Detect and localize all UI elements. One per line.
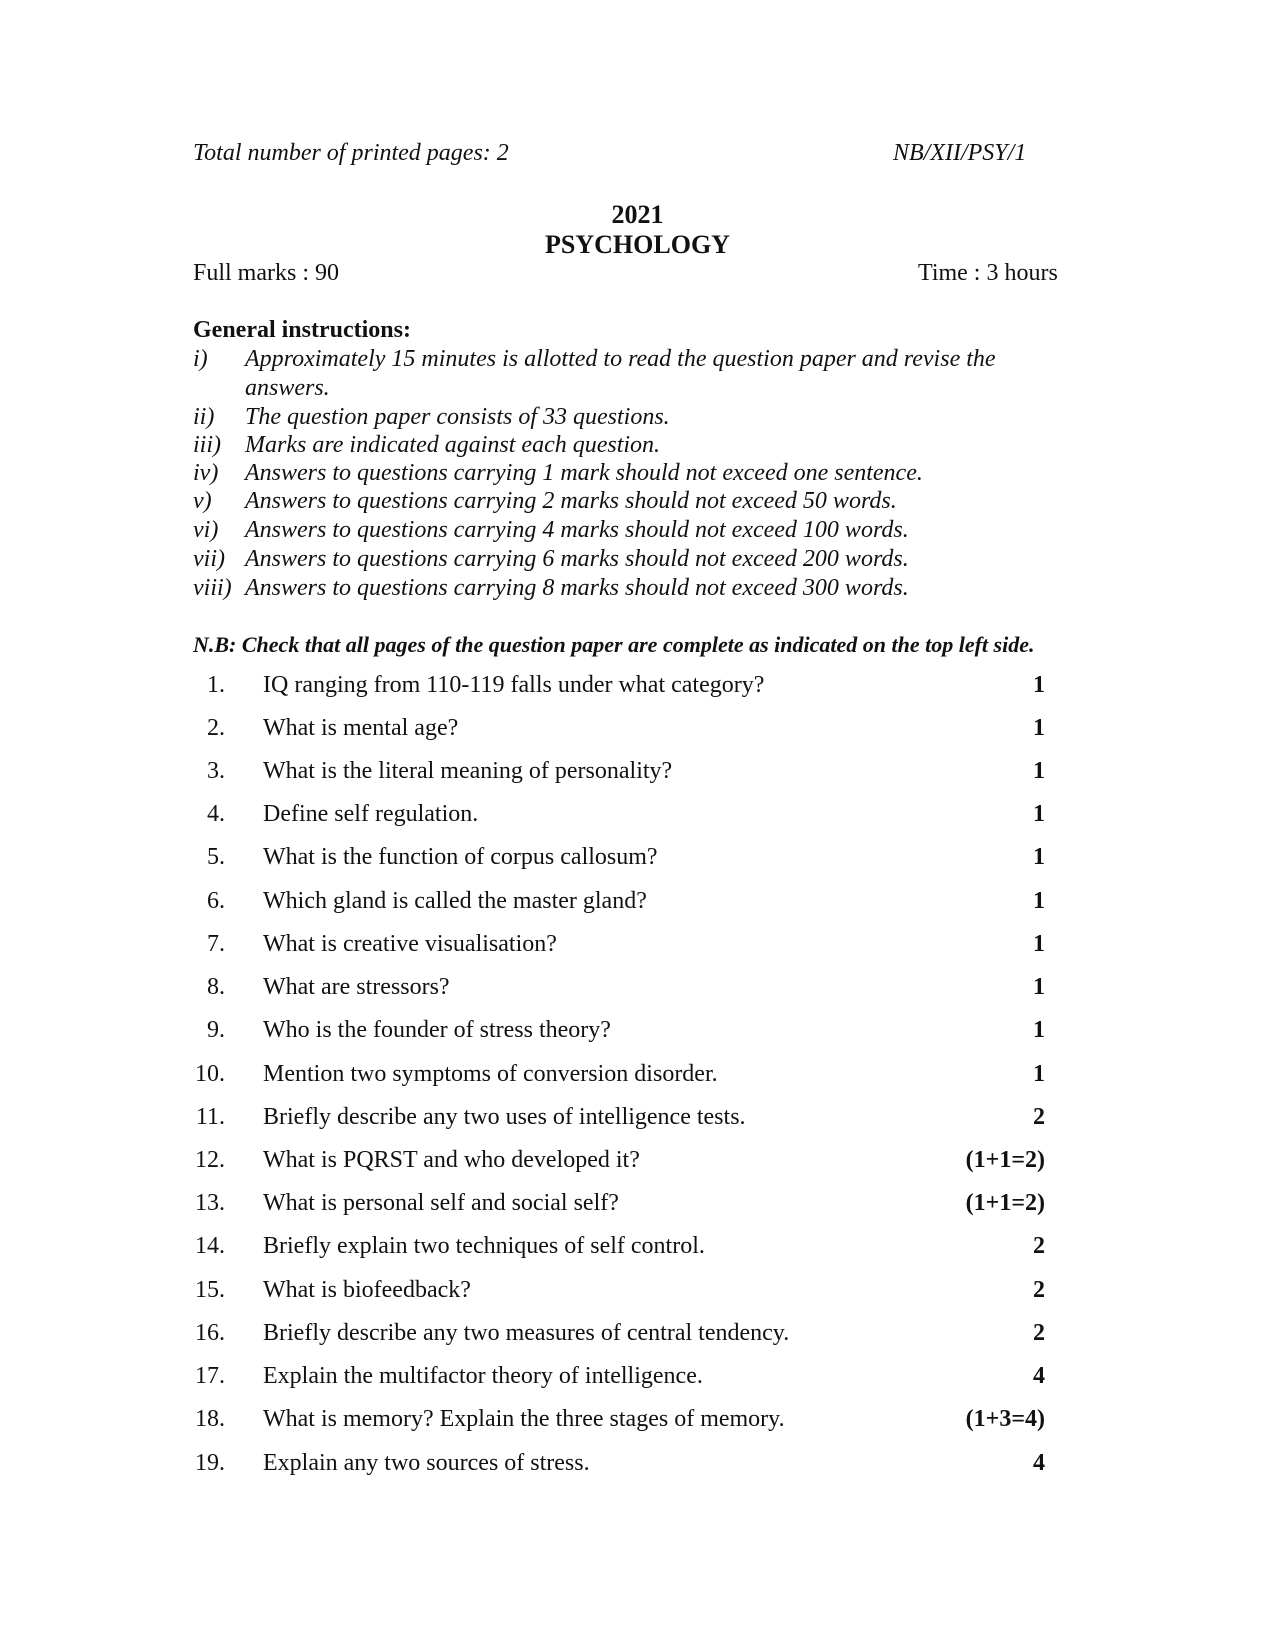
question-text: What are stressors?: [263, 974, 450, 1000]
question-row: [0, 1104, 1275, 1140]
question-text: Briefly describe any two uses of intelligence tests.: [263, 1104, 746, 1130]
question-marks: 1: [1033, 1017, 1045, 1043]
subject-title: PSYCHOLOGY: [545, 230, 730, 259]
question-text: What is biofeedback?: [263, 1277, 471, 1303]
question-row: [0, 1190, 1275, 1226]
question-row: [0, 974, 1275, 1010]
question-text: Briefly explain two techniques of self control.: [263, 1233, 705, 1259]
question-text: Define self regulation.: [263, 801, 479, 827]
instruction-number: vi): [193, 517, 219, 543]
question-number: 10.: [195, 1061, 225, 1087]
question-text: Explain any two sources of stress.: [263, 1450, 590, 1476]
exam-year: 2021: [611, 200, 664, 229]
question-row: [0, 1233, 1275, 1269]
question-number: 9.: [207, 1017, 225, 1043]
question-number: 4.: [207, 801, 225, 827]
question-marks: (1+1=2): [965, 1190, 1045, 1216]
nb-note: N.B: Check that all pages of the question paper are complete as indicated on the top left side.: [193, 632, 1035, 657]
question-marks: 2: [1033, 1277, 1045, 1303]
time-allowed: Time : 3 hours: [918, 260, 1058, 286]
question-number: 2.: [207, 715, 225, 741]
question-marks: 1: [1033, 758, 1045, 784]
question-marks: 2: [1033, 1233, 1045, 1259]
question-text: Explain the multifactor theory of intelligence.: [263, 1363, 703, 1389]
instruction-number: v): [193, 488, 212, 514]
question-number: 3.: [207, 758, 225, 784]
question-number: 7.: [207, 931, 225, 957]
question-number: 15.: [195, 1277, 225, 1303]
question-text: What is PQRST and who developed it?: [263, 1147, 640, 1173]
question-marks: 1: [1033, 801, 1045, 827]
instruction-number: vii): [193, 546, 225, 572]
question-text: What is personal self and social self?: [263, 1190, 619, 1216]
instruction-text: Answers to questions carrying 4 marks should not exceed 100 words.: [245, 517, 909, 543]
question-row: [0, 801, 1275, 837]
question-number: 13.: [195, 1190, 225, 1216]
question-text: What is the function of corpus callosum?: [263, 844, 658, 870]
question-row: [0, 1363, 1275, 1399]
question-number: 12.: [195, 1147, 225, 1173]
instruction-text: Answers to questions carrying 8 marks should not exceed 300 words.: [245, 575, 909, 601]
question-marks: 4: [1033, 1363, 1045, 1389]
question-row: [0, 1061, 1275, 1097]
question-marks: 1: [1033, 672, 1045, 698]
instruction-text: Answers to questions carrying 1 mark should not exceed one sentence.: [245, 460, 923, 486]
question-text: Which gland is called the master gland?: [263, 888, 647, 914]
question-row: [0, 672, 1275, 708]
question-row: [0, 844, 1275, 880]
question-marks: 4: [1033, 1450, 1045, 1476]
question-row: [0, 1277, 1275, 1313]
question-row: [0, 1450, 1275, 1486]
question-row: [0, 1147, 1275, 1183]
question-marks: 1: [1033, 931, 1045, 957]
question-text: What is mental age?: [263, 715, 459, 741]
instruction-number: i): [193, 346, 208, 372]
question-marks: 1: [1033, 1061, 1045, 1087]
question-number: 16.: [195, 1320, 225, 1346]
question-row: [0, 931, 1275, 967]
question-text: What is creative visualisation?: [263, 931, 557, 957]
question-row: [0, 715, 1275, 751]
question-marks: 2: [1033, 1104, 1045, 1130]
question-text: What is the literal meaning of personality?: [263, 758, 673, 784]
question-text: What is memory? Explain the three stages of memory.: [263, 1406, 785, 1432]
question-number: 17.: [195, 1363, 225, 1389]
instruction-text: Approximately 15 minutes is allotted to read the question paper and revise the answers.: [245, 346, 996, 401]
question-number: 1.: [207, 672, 225, 698]
question-number: 18.: [195, 1406, 225, 1432]
question-marks: (1+1=2): [965, 1147, 1045, 1173]
question-number: 8.: [207, 974, 225, 1000]
printed-pages-note: Total number of printed pages: 2: [193, 140, 509, 166]
question-row: [0, 1406, 1275, 1442]
question-marks: 1: [1033, 715, 1045, 741]
question-text: Briefly describe any two measures of central tendency.: [263, 1320, 790, 1346]
question-marks: 1: [1033, 888, 1045, 914]
question-text: Who is the founder of stress theory?: [263, 1017, 611, 1043]
question-text: Mention two symptoms of conversion disorder.: [263, 1061, 718, 1087]
question-marks: 1: [1033, 844, 1045, 870]
question-row: [0, 1320, 1275, 1356]
instruction-number: viii): [193, 575, 232, 601]
question-row: [0, 758, 1275, 794]
instruction-text: Answers to questions carrying 6 marks should not exceed 200 words.: [245, 546, 909, 572]
question-number: 19.: [195, 1450, 225, 1476]
question-marks: 2: [1033, 1320, 1045, 1346]
instruction-number: ii): [193, 404, 215, 430]
paper-code: NB/XII/PSY/1: [893, 140, 1027, 166]
question-marks: (1+3=4): [965, 1406, 1045, 1432]
instruction-text: Answers to questions carrying 2 marks should not exceed 50 words.: [245, 488, 897, 514]
instruction-number: iii): [193, 432, 221, 458]
question-row: [0, 1017, 1275, 1053]
question-text: IQ ranging from 110-119 falls under what category?: [263, 672, 765, 698]
instruction-text: Marks are indicated against each question.: [245, 432, 661, 458]
question-number: 14.: [195, 1233, 225, 1259]
question-number: 6.: [207, 888, 225, 914]
question-number: 5.: [207, 844, 225, 870]
question-number: 11.: [195, 1104, 225, 1130]
full-marks: Full marks : 90: [193, 260, 340, 286]
instruction-number: iv): [193, 460, 219, 486]
instructions-title: General instructions:: [193, 317, 411, 343]
instruction-text: The question paper consists of 33 questions.: [245, 404, 670, 430]
question-marks: 1: [1033, 974, 1045, 1000]
question-row: [0, 888, 1275, 924]
